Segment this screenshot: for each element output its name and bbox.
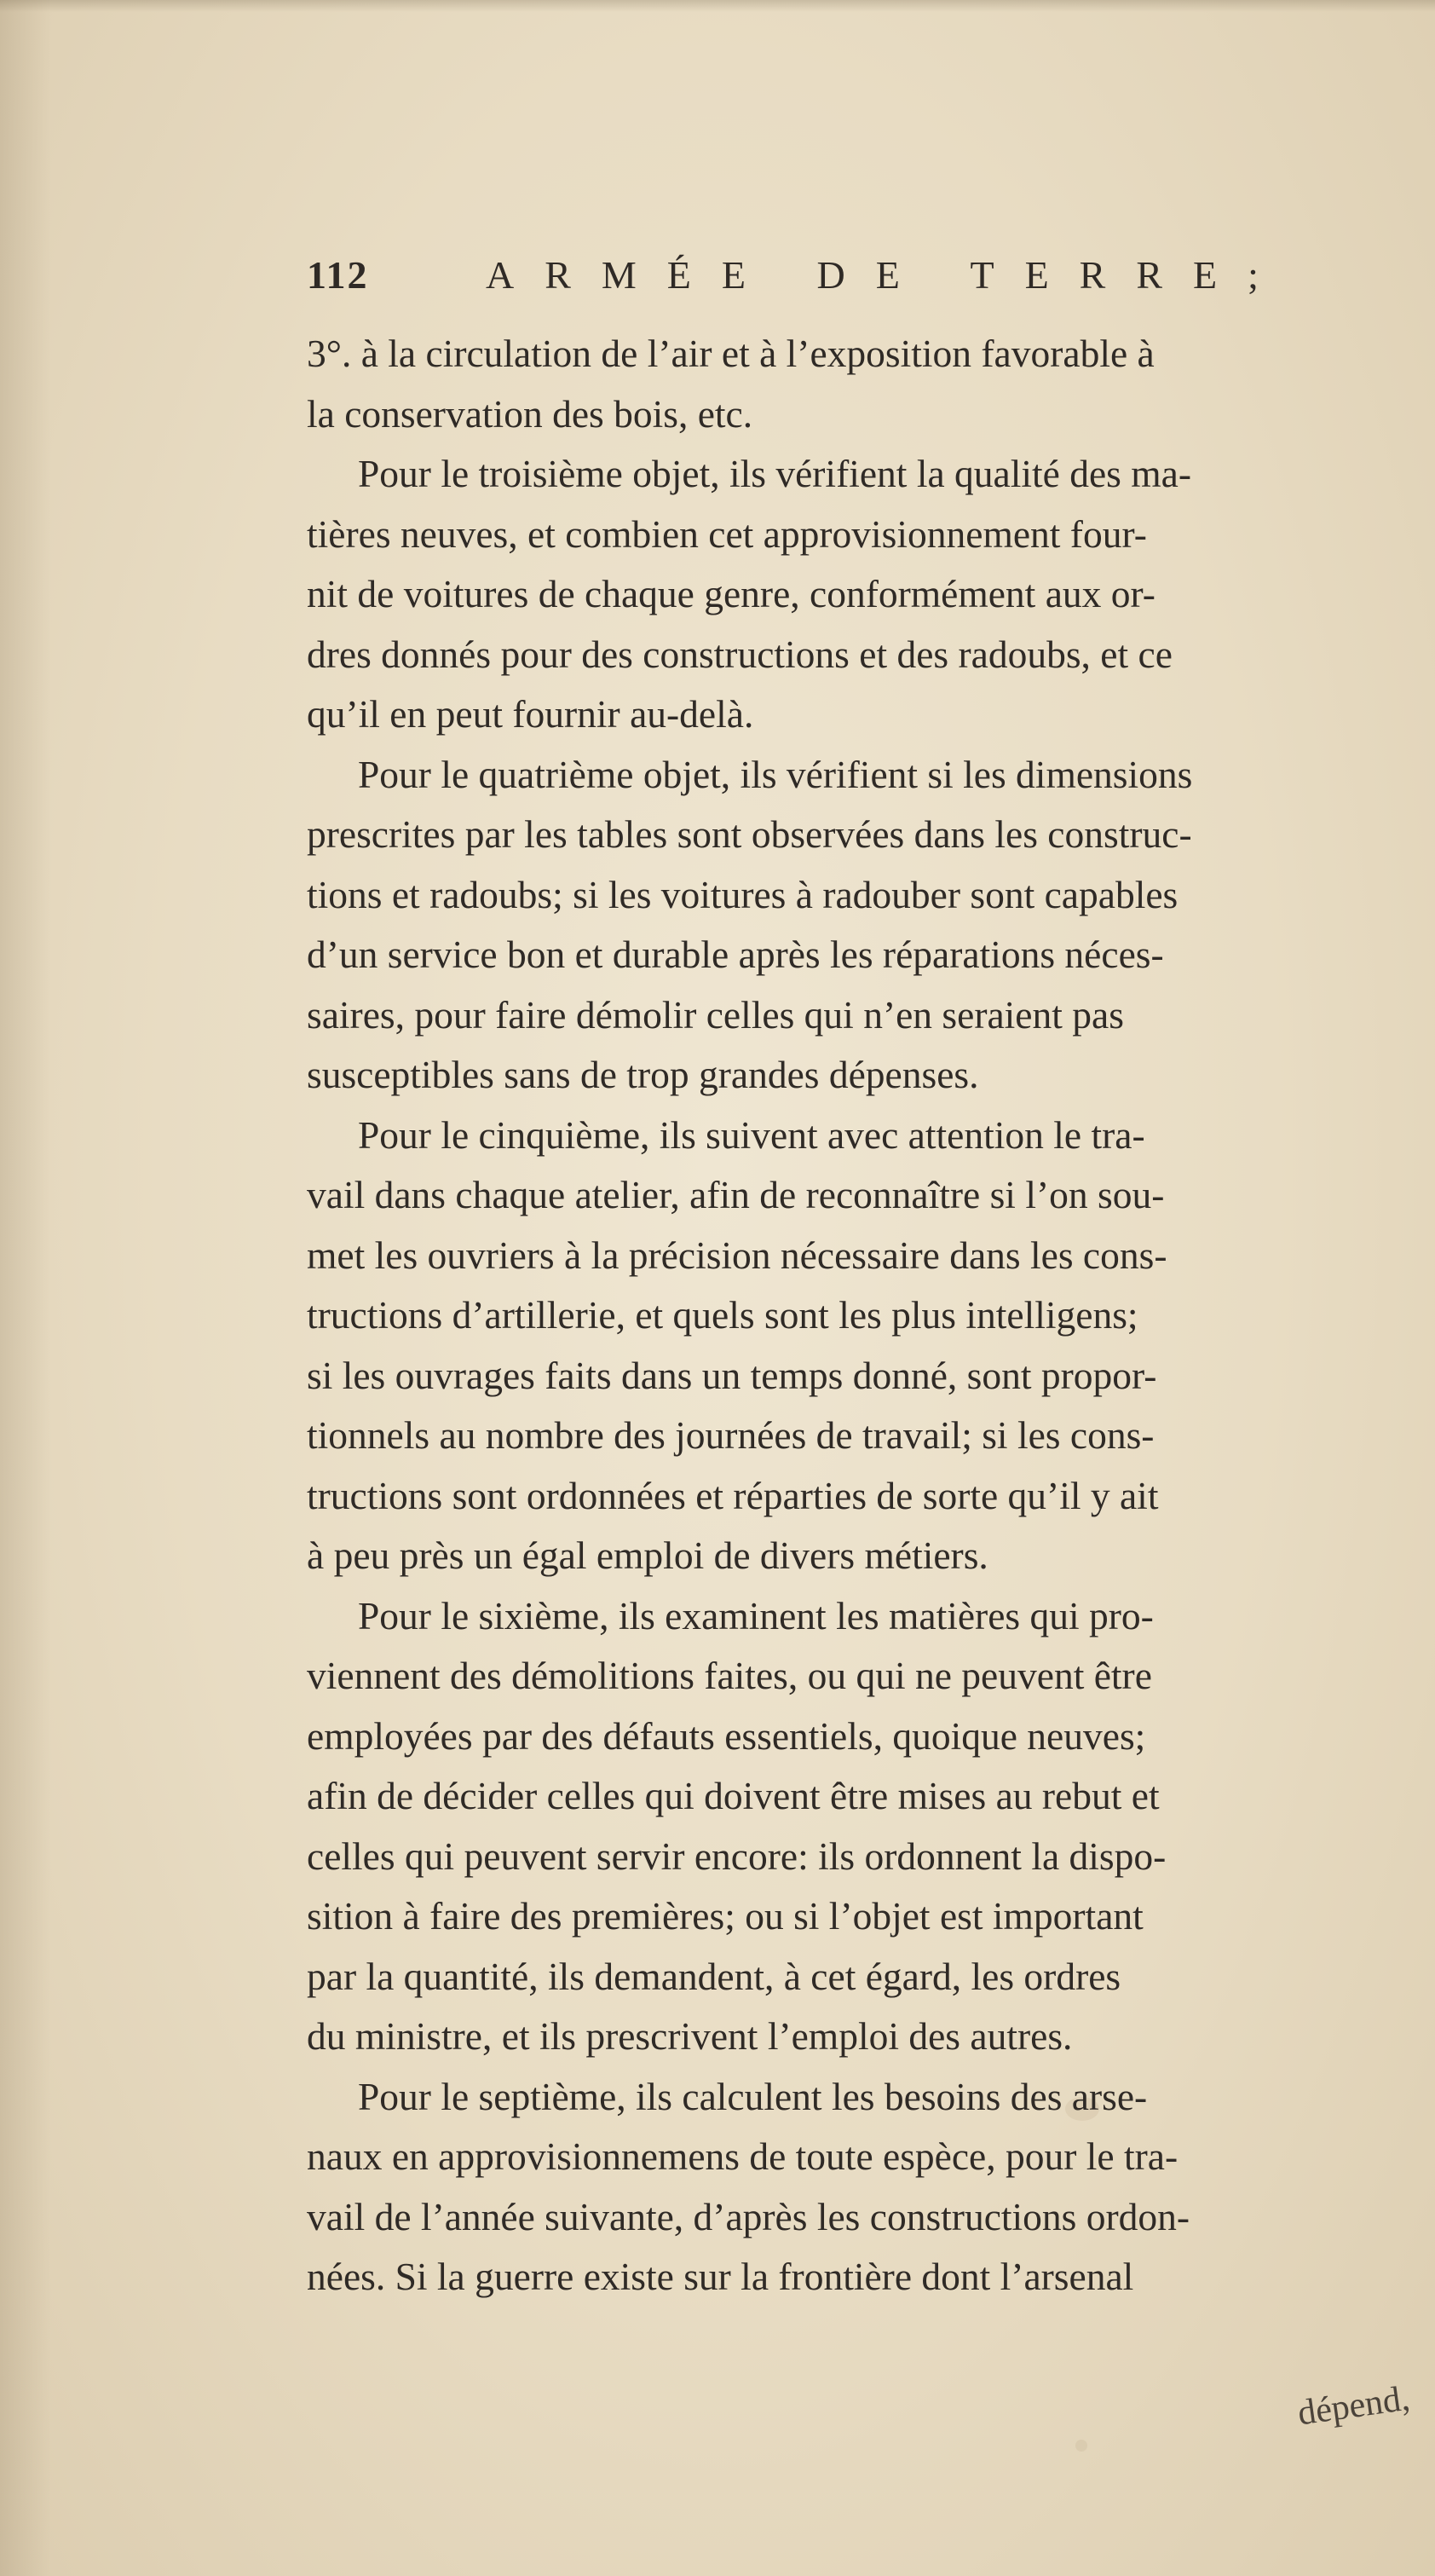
page-number: 112 [307, 253, 369, 297]
text-line: tructions sont ordonnées et réparties de sorte qu’il y ait [307, 1473, 1159, 1517]
text-line: afin de décider celles qui doivent être mises au rebut et [307, 1774, 1160, 1817]
page-fold-shadow [0, 0, 51, 2576]
text-line: d’un service bon et durable après les réparations néces- [307, 933, 1164, 976]
text-line: sition à faire des premières; ou si l’objet est important [307, 1894, 1144, 1938]
text-line: tions et radoubs; si les voitures à radouber sont capables [307, 872, 1179, 916]
text-line: celles qui peuvent servir encore: ils ordonnent la dispo- [307, 1834, 1167, 1878]
text-line: met les ouvriers à la précision nécessaire dans les cons- [307, 1233, 1167, 1277]
text-line: viennent des démolitions faites, ou qui ne peuvent être [307, 1654, 1152, 1697]
running-title: ARMÉE DE TERRE; [486, 253, 1289, 297]
text-line: saires, pour faire démolir celles qui n’en seraient pas [307, 992, 1124, 1037]
body-text [307, 324, 1432, 2307]
text-line: si les ouvrages faits dans un temps donné, sont propor- [307, 1353, 1157, 1397]
page-top-edge [0, 0, 1435, 12]
text-line: par la quantité, ils demandent, à cet égard, les ordres [307, 1954, 1121, 1998]
paper-stain [1075, 2440, 1087, 2452]
paragraph-start-line: Pour le sixième, ils examinent les matières qui pro- [358, 1593, 1154, 1637]
text-line: tières neuves, et combien cet approvisionnement four- [307, 511, 1147, 556]
text-line: qu’il en peut fournir au-delà. [307, 692, 754, 736]
text-line: nit de voitures de chaque genre, conformément aux or- [307, 572, 1155, 615]
text-line: dres donnés pour des constructions et des radoubs, et ce [307, 632, 1173, 676]
paragraph-start-line: Pour le septième, ils calculent les besoins des arse- [358, 2074, 1148, 2118]
text-line: tructions d’artillerie, et quels sont les plus intelligens; [307, 1293, 1138, 1337]
text-line: du ministre, et ils prescrivent l’emploi des autres. [307, 2014, 1073, 2058]
text-line: vail de l’année suivante, d’après les constructions ordon- [307, 2194, 1190, 2238]
text-line: employées par des défauts essentiels, quoique neuves; [307, 1713, 1146, 1758]
paragraph-start-line: Pour le troisième objet, ils vérifient la qualité des ma- [358, 452, 1191, 495]
text-line: naux en approvisionnemens de toute espèce, pour le tra- [307, 2134, 1179, 2178]
paragraph-start-line: Pour le cinquième, ils suivent avec attention le tra- [358, 1112, 1145, 1157]
text-line: la conservation des bois, etc. [307, 391, 753, 436]
catchword: dépend, [1295, 2378, 1413, 2434]
text-line: prescrites par les tables sont observées dans les construc- [307, 812, 1192, 856]
text-line: tionnels au nombre des journées de travail; si les cons- [307, 1413, 1155, 1457]
paragraph-start-line: Pour le quatrième objet, ils vérifient si les dimensions [358, 752, 1193, 796]
running-header [307, 252, 1432, 312]
text-line: susceptibles sans de trop grandes dépenses. [307, 1053, 979, 1096]
text-line: nées. Si la guerre existe sur la frontière dont l’arsenal [307, 2255, 1134, 2298]
text-line: à peu près un égal emploi de divers métiers. [307, 1533, 988, 1577]
text-line: vail dans chaque atelier, afin de reconnaître si l’on sou- [307, 1173, 1165, 1216]
text-line: 3°. à la circulation de l’air et à l’exposition favorable à [307, 332, 1155, 375]
